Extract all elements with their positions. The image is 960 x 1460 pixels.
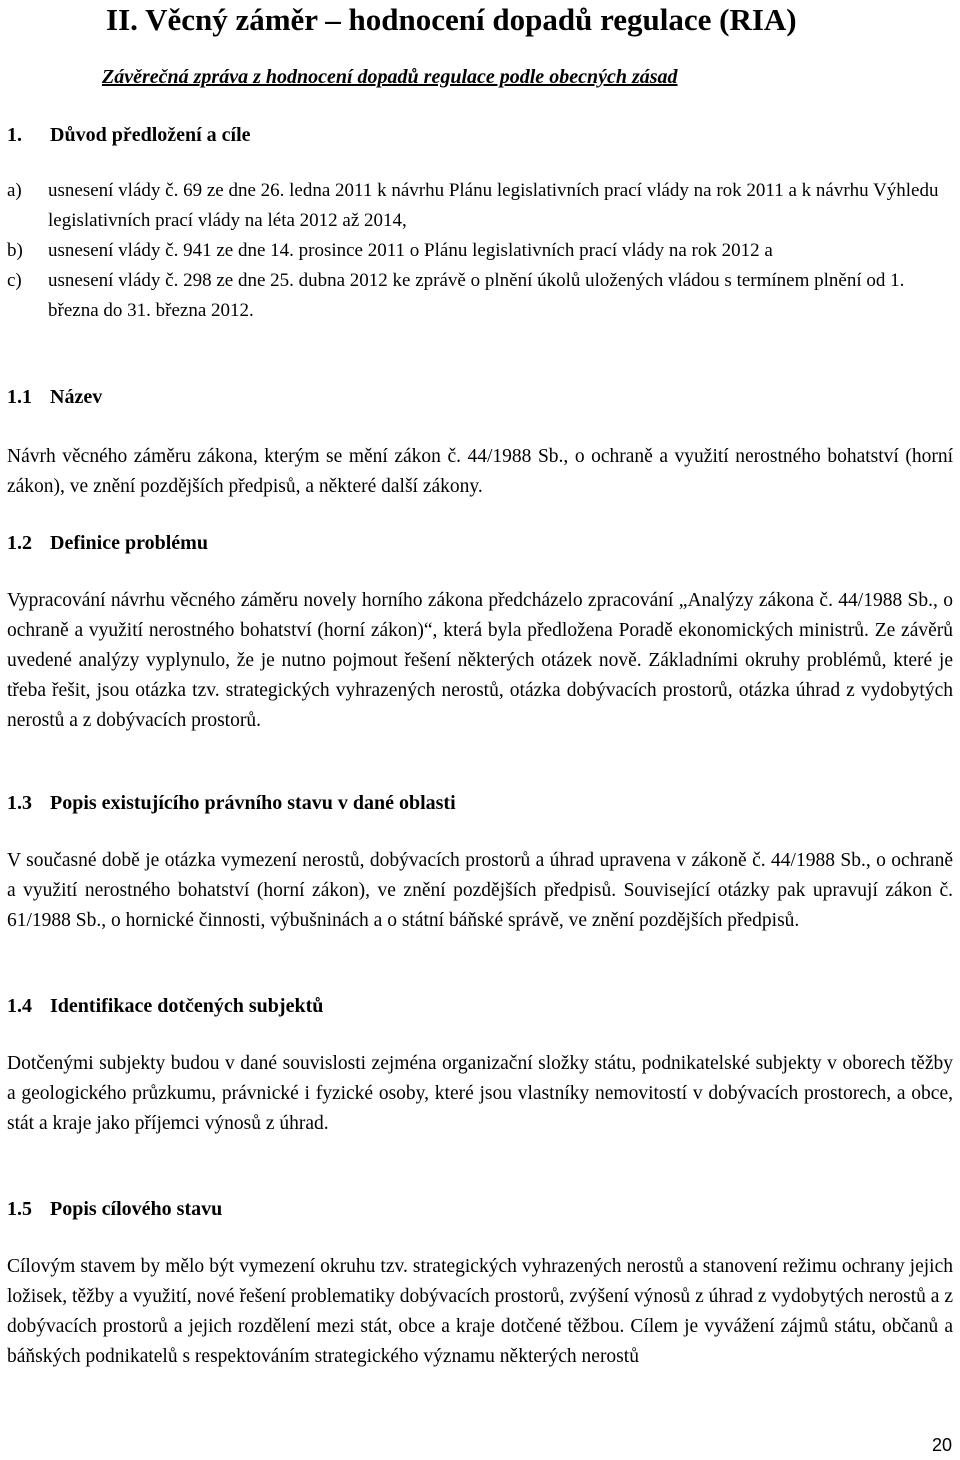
section-title: Popis cílového stavu [50, 1198, 223, 1220]
section-paragraph: Dotčenými subjekty budou v dané souvislosti zejména organizační složky státu, podnikatelské subjekty v oborech těžby a geologického průzkumu, právnické i fyzické osoby, které jsou vlastníky nemovitostí v dobývacích prostorech, a obce, stát a kraje jako příjemci výnosů z úhrad. [7, 1053, 953, 1134]
section-paragraph: Cílovým stavem by mělo být vymezení okruhu tzv. strategických vyhrazených nerostů a stanovení režimu ochrany jejich ložisek, těžby a využití, nové řešení problematiky dobývacích prostorů, zvýšení výnosů z úhrad z vydobytých nerostů a z dobývacích prostorů a jejich rozdělení mezi stát, obce a kraje dotčené těžbou. Cílem je vyvážení zájmů státu, občanů a báňských podnikatelů s respektováním strategického významu některých nerostů [7, 1256, 953, 1367]
page-title: II. Věcný záměr – hodnocení dopadů regulace (RIA) [106, 2, 797, 37]
list-item-label: c) [7, 270, 22, 291]
section-title: Popis existujícího právního stavu v dané oblasti [50, 792, 456, 814]
list-item-label: b) [7, 240, 23, 261]
section-number: 1. [7, 124, 22, 146]
list-item [7, 266, 957, 326]
section-title: Definice problému [50, 532, 208, 554]
section-paragraph: V současné době je otázka vymezení nerostů, dobývacích prostorů a úhrad upravena v zákoně č. 44/1988 Sb., o ochraně a využití nerostného bohatství (horní zákon), ve znění pozdějších předpisů. Související otázky pak upravují zákon č. 61/1988 Sb., o hornické činnosti, výbušninách a o státní báňské správě, ve znění pozdějších předpisů. [7, 850, 953, 931]
page-number: 20 [931, 1435, 952, 1455]
list-item [7, 236, 957, 266]
list-item-text: usnesení vlády č. 298 ze dne 25. dubna 2012 ke zprávě o plnění úkolů uložených vládou s termínem plnění od 1. března do 31. března 2012. [48, 270, 905, 321]
section-heading-1-3 [7, 788, 456, 818]
section-number: 1.3 [7, 792, 32, 814]
report-subtitle: Závěrečná zpráva z hodnocení dopadů regulace podle obecných zásad [102, 66, 678, 88]
section-title: Důvod předložení a cíle [50, 124, 251, 146]
resolutions-list [7, 176, 957, 326]
list-item [7, 176, 957, 236]
section-heading-1 [7, 120, 251, 150]
section-heading-1-4 [7, 991, 323, 1021]
section-heading-1-1 [7, 382, 102, 412]
list-item-label: a) [7, 180, 22, 201]
section-paragraph: Návrh věcného záměru zákona, kterým se mění zákon č. 44/1988 Sb., o ochraně a využití nerostného bohatství (horní zákon), ve znění pozdějších předpisů, a některé další zákony. [7, 446, 953, 497]
section-heading-1-5 [7, 1194, 222, 1224]
list-item-text: usnesení vlády č. 69 ze dne 26. ledna 2011 k návrhu Plánu legislativních prací vlády na rok 2011 a k návrhu Výhledu legislativních prací vlády na léta 2012 až 2014, [48, 180, 939, 231]
section-paragraph: Vypracování návrhu věcného záměru novely horního zákona předcházelo zpracování „Analýzy zákona č. 44/1988 Sb., o ochraně a využití nerostného bohatství (horní zákon)“, která byla předložena Poradě ekonomických ministrů. Ze závěrů uvedené analýzy vyplynulo, že je nutno pojmout řešení některých otázek nově. Základními okruhy problémů, které je třeba řešit, jsou otázka tzv. strategických vyhrazených nerostů, otázka dobývacích prostorů, otázka úhrad z vydobytých nerostů a z dobývacích prostorů. [7, 590, 953, 731]
section-heading-1-2 [7, 528, 208, 558]
section-title: Název [50, 386, 103, 408]
section-number: 1.1 [7, 386, 32, 408]
list-item-text: usnesení vlády č. 941 ze dne 14. prosince 2011 o Plánu legislativních prací vlády na rok 2012 a [48, 240, 773, 261]
section-number: 1.5 [7, 1198, 32, 1220]
section-number: 1.2 [7, 532, 32, 554]
section-title: Identifikace dotčených subjektů [50, 995, 324, 1017]
section-number: 1.4 [7, 995, 32, 1017]
